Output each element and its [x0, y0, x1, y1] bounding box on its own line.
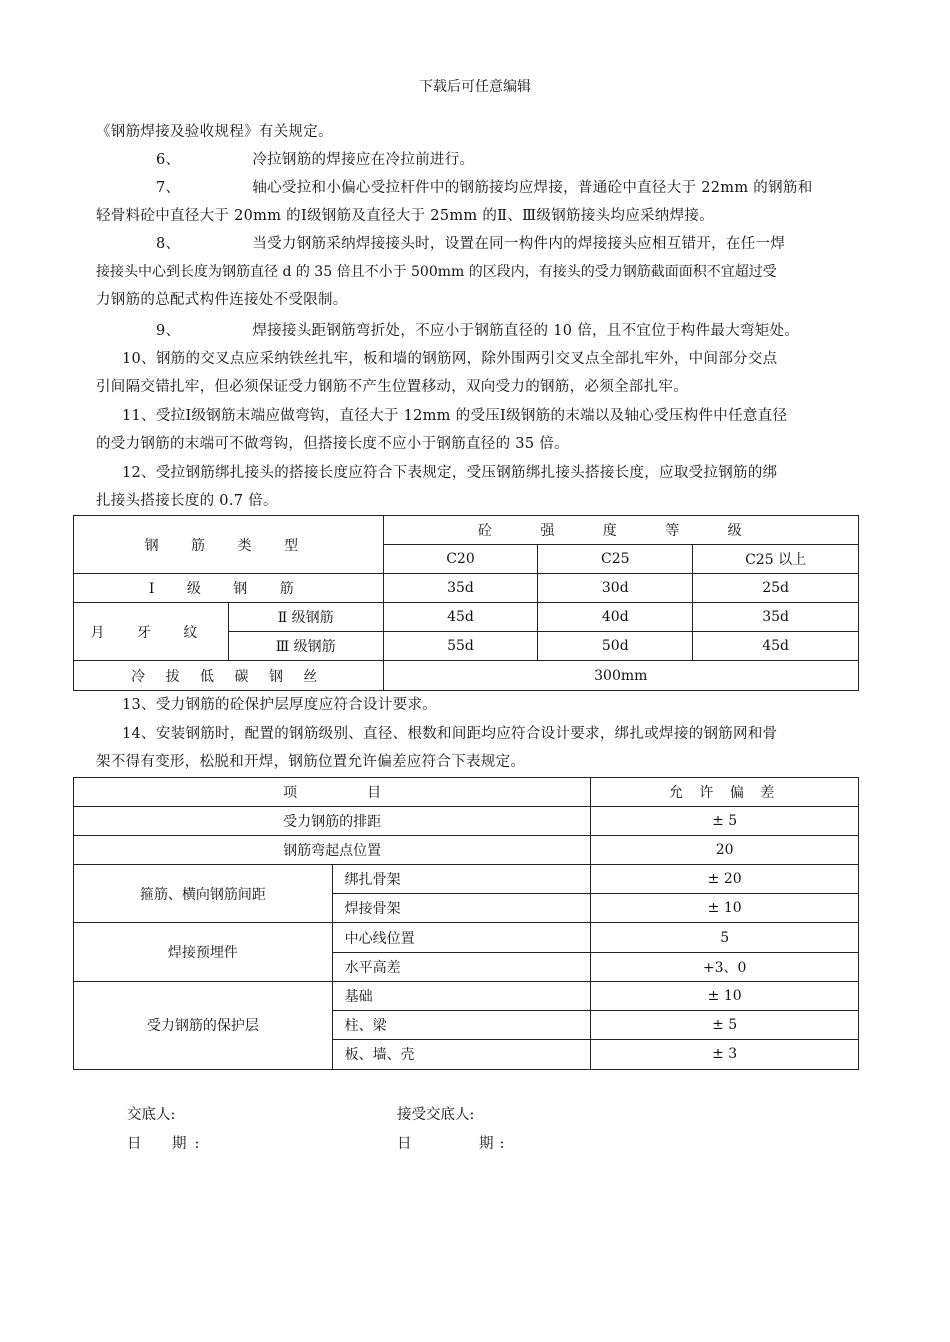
table-cell: 35d	[693, 603, 859, 632]
paragraph-13	[96, 691, 860, 719]
grade-header: 砼 强 度 等 级	[383, 516, 858, 545]
sub-label: 板、墙、壳	[332, 1039, 591, 1069]
table-cell: 30d	[538, 574, 693, 603]
tolerance-header: 允 许 偏 差	[591, 778, 859, 807]
paragraph-10	[96, 345, 860, 401]
sub-label: 绑扎骨架	[332, 865, 591, 894]
text-line: 《钢筋焊接及验收规程》有关规定。	[96, 124, 333, 140]
group-label: 箍筋、横向钢筋间距	[74, 865, 333, 923]
giver-label: 交底人:	[127, 1107, 176, 1123]
table-cell: 50d	[538, 632, 693, 661]
row-label: Ⅰ 级 钢 筋	[74, 574, 384, 603]
paragraph-8	[96, 230, 860, 314]
sub-label: 焊接骨架	[332, 894, 591, 923]
group-label: 受力钢筋的保护层	[74, 981, 333, 1069]
table-cell: 5	[591, 923, 859, 952]
splice-length-table	[73, 515, 859, 691]
date-left-label: 日 期:	[127, 1136, 208, 1152]
item-number: 8、	[156, 236, 181, 252]
table-cell: ± 10	[591, 981, 859, 1010]
text-line: 架不得有变形，松脱和开焊，钢筋位置允许偏差应符合下表规定。	[96, 754, 526, 770]
row-label: 钢筋弯起点位置	[74, 836, 591, 865]
table-cell: ± 3	[591, 1039, 859, 1069]
item-number: 6、	[156, 152, 181, 168]
paragraph-14	[96, 720, 860, 776]
row-label: Ⅲ 级钢筋	[228, 632, 383, 661]
paragraph-11	[96, 402, 860, 458]
table-cell: ± 20	[591, 865, 859, 894]
text-line: 12、受拉钢筋绑扎接头的搭接长度应符合下表规定，受压钢筋绑扎接头搭接长度，应取受拉钢筋的绑	[122, 465, 778, 481]
table-cell: ± 5	[591, 1010, 859, 1039]
paragraph-6	[96, 146, 860, 174]
table-cell: 35d	[383, 574, 538, 603]
row-label: 冷 拔 低 碳 钢 丝	[74, 661, 384, 691]
sub-label: 中心线位置	[332, 923, 591, 952]
table-cell: ± 10	[591, 894, 859, 923]
grade-c20: C20	[383, 545, 538, 574]
item-number: 7、	[156, 180, 181, 196]
sub-label: 水平高差	[332, 952, 591, 981]
text-line: 10、钢筋的交叉点应采纳铁丝扎牢，板和墙的钢筋网，除外围两引交叉点全部扎牢外，中间部分交点	[122, 351, 778, 367]
paragraph-9	[96, 317, 860, 345]
item-number: 9、	[156, 323, 181, 339]
table-cell: +3、0	[591, 952, 859, 981]
text-line: 冷拉钢筋的焊接应在冷拉前进行。	[252, 152, 475, 168]
text-line: 的受力钢筋的末端可不做弯钩，但搭接长度不应小于钢筋直径的 35 倍。	[96, 436, 569, 452]
text-line: 当受力钢筋采纳焊接接头时，设置在同一构件内的焊接接头应相互错开，在任一焊	[252, 236, 786, 252]
paragraph-7	[96, 174, 860, 230]
text-line: 14、安装钢筋时，配置的钢筋级别、直径、根数和间距均应符合设计要求，绑扎或焊接的钢筋网和骨	[122, 726, 778, 742]
text-line: 接接头中心到长度为钢筋直径 d 的 35 倍且不小于 500mm 的区段内，有接头的受力钢筋截面面积不宜超过受	[96, 264, 777, 280]
text-line: 引间隔交错扎牢，但必须保证受力钢筋不产生位置移动，双向受力的钢筋，必须全部扎牢。	[96, 379, 688, 395]
receiver-label: 接受交底人:	[397, 1107, 475, 1123]
table-cell: ± 5	[591, 807, 859, 836]
text-line: 焊接接头距钢筋弯折处，不应小于钢筋直径的 10 倍，且不宜位于构件最大弯矩处。	[252, 323, 800, 339]
table-cell: 55d	[383, 632, 538, 661]
table-cell: 20	[591, 836, 859, 865]
text-line: 13、受力钢筋的砼保护层厚度应符合设计要求。	[122, 697, 438, 713]
row-label: 受力钢筋的排距	[74, 807, 591, 836]
table-cell: 25d	[693, 574, 859, 603]
table-cell: 45d	[693, 632, 859, 661]
row-label: Ⅱ 级钢筋	[228, 603, 383, 632]
text-line: 轻骨料砼中直径大于 20mm 的Ⅰ级钢筋及直径大于 25mm 的Ⅱ、Ⅲ级钢筋接头均应采纳焊接。	[96, 208, 714, 224]
table-cell: 300mm	[383, 661, 858, 691]
sub-label: 柱、梁	[332, 1010, 591, 1039]
grade-c25: C25	[538, 545, 693, 574]
text-line: 轴心受拉和小偏心受拉杆件中的钢筋接均应焊接，普通砼中直径大于 22mm 的钢筋和	[252, 180, 813, 196]
tolerance-table	[73, 777, 859, 1070]
grade-c25-plus: C25 以上	[693, 545, 859, 574]
item-header: 项 目	[74, 778, 591, 807]
group-label: 焊接预埋件	[74, 923, 333, 981]
paragraph-12	[96, 459, 860, 515]
paragraph-intro	[96, 118, 860, 146]
text-line: 力钢筋的总配式构件连接处不受限制。	[96, 292, 348, 308]
text-line: 11、受拉Ⅰ级钢筋末端应做弯钩，直径大于 12mm 的受压Ⅰ级钢筋的末端以及轴心受压构件中任意直径	[122, 408, 788, 424]
table-cell: 45d	[383, 603, 538, 632]
page-header: 下载后可任意编辑	[419, 79, 531, 95]
date-right-label: 日 期:	[397, 1136, 511, 1152]
text-line: 扎接头搭接长度的 0.7 倍。	[96, 493, 278, 509]
table-cell: 40d	[538, 603, 693, 632]
group-label: 月 牙 纹	[74, 603, 229, 661]
sub-label: 基础	[332, 981, 591, 1010]
type-header: 钢 筋 类 型	[74, 516, 384, 574]
